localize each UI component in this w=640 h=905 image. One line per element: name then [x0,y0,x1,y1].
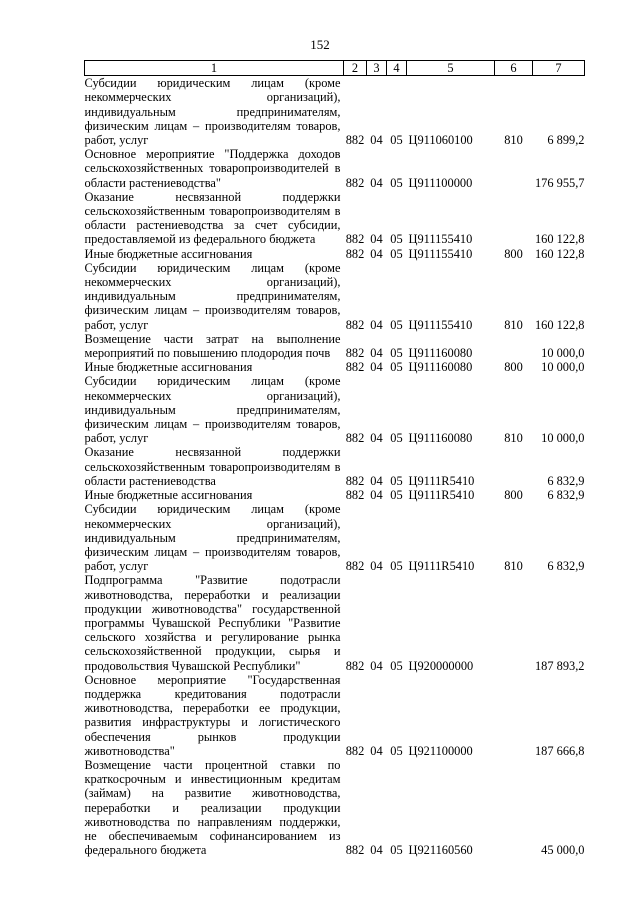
column-header-1: 1 [85,61,344,76]
row-pr-cell: 05 [390,360,403,375]
row-csr-cell: Ц911155410 [408,232,473,247]
table-row [85,673,585,758]
row-name-cell: Иные бюджетные ассигнования [84,246,253,261]
row-csr-cell: Ц921160560 [408,843,473,858]
row-gr-cell: 882 [345,360,365,375]
row-gr-cell: 882 [345,658,365,673]
row-sum-cell: 160 122,8 [534,246,585,261]
row-name-cell: Основное мероприятие "Поддержка доходов сельскохозяйственных товаропроизводителей в области растениеводства" [84,147,341,190]
row-csr-cell: Ц911160080 [408,431,473,446]
row-gr-cell: 882 [345,843,365,858]
column-header-4: 4 [387,61,407,76]
row-name-cell: Иные бюджетные ассигнования [84,360,253,375]
row-rz-cell: 04 [370,743,383,758]
row-pr-cell: 05 [390,133,403,148]
row-vr-cell [495,673,533,758]
row-vr-cell [495,147,533,190]
table-row [85,374,585,445]
row-pr-cell: 05 [390,431,403,446]
budget-table [84,60,585,857]
table-row [85,332,585,360]
row-rz-cell: 04 [370,346,383,361]
table-row [85,445,585,488]
table-row [85,190,585,247]
row-gr-cell: 882 [345,317,365,332]
row-sum-cell: 10 000,0 [541,431,585,446]
table-row [85,247,585,261]
row-sum-cell: 187 893,2 [534,658,585,673]
row-csr-cell: Ц911160080 [408,346,473,361]
row-sum-cell: 6 899,2 [547,133,585,148]
row-rz-cell: 04 [370,317,383,332]
row-name-cell: Оказание несвязанной поддержки сельскохозяйственным товаропроизводителям в области растениеводства за счет субсидии, предоставляемой из федерального бюджета [84,189,341,247]
row-name-cell: Основное мероприятие "Государственная поддержка кредитования подотрасли животноводства, переработки ее продукции, развития инфраструктуры и логистического обеспечения рынков продукции животноводства" [84,672,341,758]
row-rz-cell: 04 [370,473,383,488]
row-name-cell: Субсидии юридическим лицам (кроме некоммерческих организаций), индивидуальным предпринимателям, физическим лицам – производителям товаров, работ, услуг [84,260,341,332]
row-sum-cell: 6 832,9 [547,473,585,488]
row-csr-cell: Ц9111R5410 [408,559,475,574]
row-gr-cell: 882 [345,232,365,247]
row-sum-cell: 45 000,0 [541,843,585,858]
table-row [85,573,585,672]
table-row [85,758,585,857]
row-gr-cell: 882 [345,246,365,261]
table-row [85,488,585,502]
row-vr-cell: 810 [504,133,523,148]
row-vr-cell: 810 [504,431,523,446]
row-pr-cell: 05 [390,246,403,261]
row-gr-cell: 882 [345,488,365,503]
row-vr-cell: 800 [504,488,523,503]
row-sum-cell: 6 832,9 [547,488,585,503]
row-pr-cell: 05 [390,317,403,332]
table-row [85,502,585,573]
row-pr-cell: 05 [390,658,403,673]
row-vr-cell [495,445,533,488]
row-rz-cell: 04 [370,246,383,261]
row-name-cell: Субсидии юридическим лицам (кроме некоммерческих организаций), индивидуальным предпринимателям, физическим лицам – производителям товаров, работ, услуг [84,502,341,574]
column-header-7: 7 [533,61,585,76]
column-number-row [85,61,585,76]
row-pr-cell: 05 [390,175,403,190]
row-sum-cell: 160 122,8 [534,232,585,247]
row-csr-cell: Ц911155410 [408,246,473,261]
row-gr-cell: 882 [345,175,365,190]
row-vr-cell [495,758,533,857]
row-vr-cell: 800 [504,246,523,261]
row-csr-cell: Ц920000000 [408,658,474,673]
row-name-cell: Субсидии юридическим лицам (кроме некоммерческих организаций), индивидуальным предпринимателям, физическим лицам – производителям товаров, работ, услуг [84,76,341,148]
row-vr-cell: 810 [504,559,523,574]
row-pr-cell: 05 [390,346,403,361]
column-header-6: 6 [495,61,533,76]
row-pr-cell: 05 [390,473,403,488]
row-rz-cell: 04 [370,175,383,190]
row-csr-cell: Ц911155410 [408,317,473,332]
row-csr-cell: Ц911100000 [408,175,473,190]
row-rz-cell: 04 [370,232,383,247]
row-name-cell: Иные бюджетные ассигнования [84,488,253,503]
row-gr-cell: 882 [345,346,365,361]
row-csr-cell: Ц911160080 [408,360,473,375]
row-pr-cell: 05 [390,232,403,247]
row-csr-cell: Ц9111R5410 [408,488,475,503]
row-pr-cell: 05 [390,488,403,503]
table-row [85,147,585,190]
row-rz-cell: 04 [370,431,383,446]
row-pr-cell: 05 [390,843,403,858]
row-gr-cell: 882 [345,133,365,148]
row-gr-cell: 882 [345,473,365,488]
row-gr-cell: 882 [345,559,365,574]
row-name-cell: Возмещение части процентной ставки по краткосрочным и инвестиционным кредитам (займам) на развитие животноводства, переработки и реализации продукции животноводства по направлениям поддержки, не обеспечиваемым софинансированием из федерального бюджета [84,757,341,858]
row-csr-cell: Ц9111R5410 [408,473,475,488]
row-vr-cell: 800 [504,360,523,375]
row-gr-cell: 882 [345,743,365,758]
row-sum-cell: 160 122,8 [534,317,585,332]
row-gr-cell: 882 [345,431,365,446]
page-number: 152 [310,37,330,52]
row-rz-cell: 04 [370,133,383,148]
column-header-2: 2 [344,61,367,76]
row-sum-cell: 6 832,9 [547,559,585,574]
row-rz-cell: 04 [370,843,383,858]
column-header-3: 3 [367,61,387,76]
row-pr-cell: 05 [390,559,403,574]
row-rz-cell: 04 [370,658,383,673]
row-sum-cell: 10 000,0 [541,360,585,375]
column-header-5: 5 [407,61,495,76]
row-name-cell: Субсидии юридическим лицам (кроме некоммерческих организаций), индивидуальным предпринимателям, физическим лицам – производителям товаров, работ, услуг [84,374,341,446]
row-pr-cell: 05 [390,743,403,758]
row-rz-cell: 04 [370,360,383,375]
row-csr-cell: Ц921100000 [408,743,473,758]
row-name-cell: Возмещение части затрат на выполнение мероприятий по повышению плодородия почв [84,331,341,361]
row-vr-cell [495,573,533,672]
table-row [85,76,585,148]
row-sum-cell: 10 000,0 [541,346,585,361]
row-vr-cell [495,190,533,247]
row-vr-cell [495,332,533,360]
row-sum-cell: 187 666,8 [534,743,585,758]
row-vr-cell: 810 [504,317,523,332]
row-csr-cell: Ц911060100 [408,133,473,148]
row-rz-cell: 04 [370,488,383,503]
row-name-cell: Подпрограмма "Развитие подотрасли животноводства, переработки и реализации продукции животноводства" государственной программы Чувашской Республики "Развитие сельского хозяйства и регулирование рынка сельскохозяйственной продукции, сырья и продовольствия Чувашской Республики" [84,573,341,673]
row-sum-cell: 176 955,7 [534,175,585,190]
row-name-cell: Оказание несвязанной поддержки сельскохозяйственным товаропроизводителям в области растениеводства [84,445,341,488]
table-row [85,261,585,332]
row-rz-cell: 04 [370,559,383,574]
table-body [85,76,585,858]
table-row [85,360,585,374]
